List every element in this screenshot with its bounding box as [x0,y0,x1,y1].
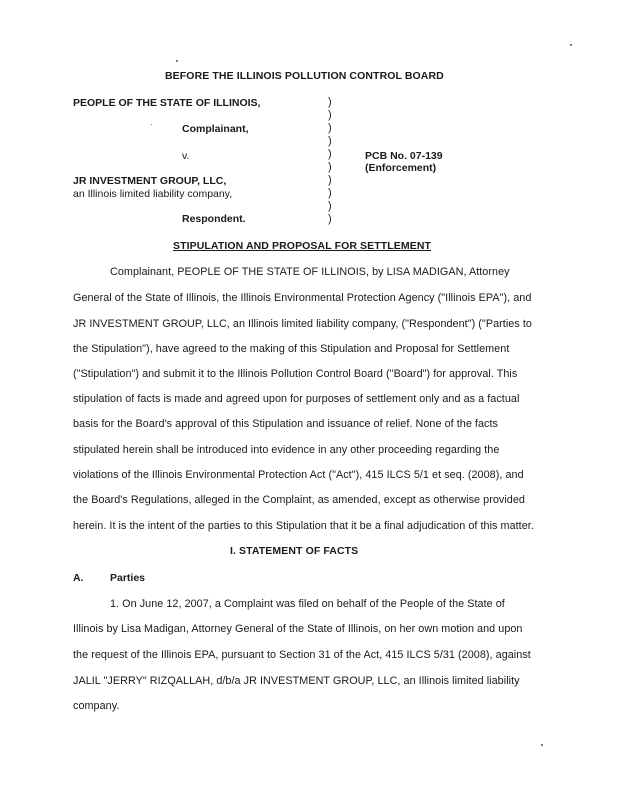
intro-line: the Stipulation"), have agreed to the making of this Stipulation and Proposal for Settlement [73,343,510,355]
paren-mark: ) [328,122,332,134]
intro-line: Complainant, PEOPLE OF THE STATE OF ILLINOIS, by LISA MADIGAN, Attorney [110,266,510,278]
section-heading: I. STATEMENT OF FACTS [230,545,359,557]
case-type: (Enforcement) [365,162,437,174]
defendant-role: Respondent. [182,213,246,225]
scan-speck [541,744,543,746]
paragraph-line: JALIL "JERRY" RIZQALLAH, d/b/a JR INVESTMENT GROUP, LLC, an Illinois limited liability [73,675,520,687]
paragraph-line: Illinois by Lisa Madigan, Attorney General of the State of Illinois, on her own motion and upon [73,623,523,635]
intro-line: violations of the Illinois Environmental Protection Act ("Act"), 415 ILCS 5/1 et seq. (2008), and [73,469,524,481]
versus-label: v. [182,150,190,162]
scan-speck [570,44,572,46]
paragraph-line: 1. On June 12, 2007, a Complaint was filed on behalf of the People of the State of [110,598,505,610]
intro-line: stipulated herein shall be introduced into evidence in any other proceeding regarding the [73,444,500,456]
intro-line: stipulation of facts is made and agreed upon for purposes of settlement only and as a factual [73,393,520,405]
defendant-name: JR INVESTMENT GROUP, LLC, [73,175,227,187]
paren-mark: ) [328,135,332,147]
board-title: BEFORE THE ILLINOIS POLLUTION CONTROL BOARD [165,70,444,82]
intro-line: herein. It is the intent of the parties to this Stipulation that it be a final adjudication of this matter. [73,520,534,532]
paren-mark: ) [328,174,332,186]
defendant-description: an Illinois limited liability company, [73,188,233,200]
intro-line: JR INVESTMENT GROUP, LLC, an Illinois limited liability company, ("Respondent") ("Parties to [73,318,532,330]
paren-mark: ) [328,213,332,225]
document-title: STIPULATION AND PROPOSAL FOR SETTLEMENT [173,240,432,252]
paren-mark: ) [328,187,332,199]
paren-mark: ) [328,109,332,121]
paren-mark: ) [328,148,332,160]
subsection-title: Parties [110,572,146,584]
caption-paren-column [328,96,332,226]
paragraph-line: the request of the Illinois EPA, pursuant to Section 31 of the Act, 415 ILCS 5/31 (2008), against [73,649,531,661]
intro-line: General of the State of Illinois, the Illinois Environmental Protection Agency ("Illinois EPA"), and [73,292,532,304]
paren-mark: ) [328,200,332,212]
scan-speck [176,60,178,62]
scan-speck [151,124,152,125]
paren-mark: ) [328,161,332,173]
plaintiff-role: Complainant, [182,123,249,135]
paragraph-line: company. [73,700,120,712]
subsection-letter: A. [73,572,84,584]
plaintiff-name: PEOPLE OF THE STATE OF ILLINOIS, [73,97,261,109]
paren-mark: ) [328,96,332,108]
intro-line: basis for the Board's approval of this Stipulation and issuance of relief. None of the facts [73,418,498,430]
intro-line: the Board's Regulations, alleged in the Complaint, as amended, except as otherwise provided [73,494,525,506]
case-number: PCB No. 07-139 [365,150,443,162]
intro-line: ("Stipulation") and submit it to the Illinois Pollution Control Board ("Board") for approval. This [73,368,518,380]
